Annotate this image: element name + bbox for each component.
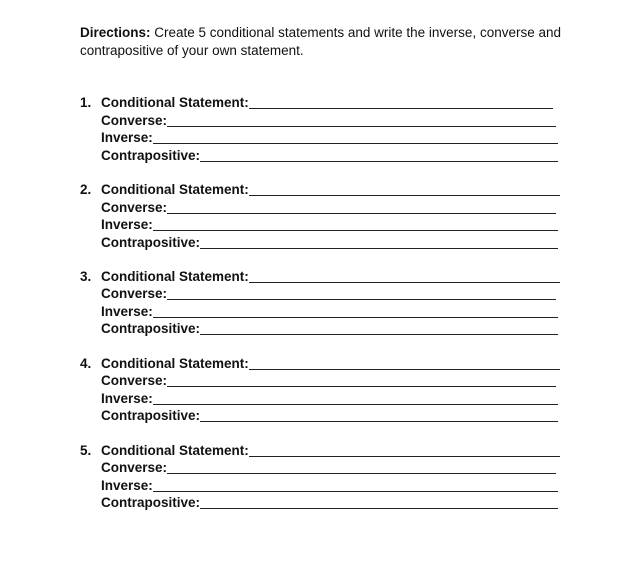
conditional-row — [101, 355, 560, 372]
converse-answer-line[interactable] — [167, 460, 556, 474]
converse-row — [101, 459, 556, 476]
contrapositive-row — [101, 407, 558, 424]
inverse-row — [101, 477, 558, 494]
inverse-label: Inverse: — [101, 217, 153, 232]
conditional-label: Conditional Statement: — [101, 268, 249, 284]
conditional-row — [101, 181, 560, 198]
converse-row — [101, 285, 556, 302]
inverse-row — [101, 129, 558, 146]
contrapositive-answer-line[interactable] — [200, 235, 558, 249]
contrapositive-label: Contrapositive: — [101, 321, 201, 336]
inverse-answer-line[interactable] — [153, 391, 558, 405]
converse-label: Converse: — [101, 286, 168, 301]
inverse-row — [101, 303, 558, 320]
inverse-label: Inverse: — [101, 303, 153, 319]
item-number: 4. — [80, 355, 92, 371]
inverse-answer-line[interactable] — [153, 217, 558, 231]
converse-answer-line[interactable] — [167, 113, 556, 127]
contrapositive-answer-line[interactable] — [200, 495, 558, 509]
conditional-answer-line[interactable] — [249, 95, 553, 109]
contrapositive-label: Contrapositive: — [101, 147, 201, 163]
conditional-row — [101, 442, 560, 459]
conditional-row — [101, 268, 560, 285]
conditional-label: Conditional Statement: — [101, 182, 249, 197]
item-number: 3. — [80, 268, 92, 284]
conditional-answer-line[interactable] — [249, 269, 560, 283]
item-number: 2. — [80, 182, 92, 197]
contrapositive-label: Contrapositive: — [101, 408, 201, 423]
converse-row — [101, 112, 556, 129]
contrapositive-answer-line[interactable] — [200, 321, 558, 335]
conditional-answer-line[interactable] — [249, 356, 560, 370]
inverse-label: Inverse: — [101, 390, 153, 406]
contrapositive-row — [101, 320, 558, 337]
inverse-row — [101, 390, 558, 407]
converse-row — [101, 199, 556, 216]
inverse-label: Inverse: — [101, 477, 153, 493]
converse-answer-line[interactable] — [167, 200, 556, 214]
contrapositive-row — [101, 494, 558, 511]
conditional-label: Conditional Statement: — [101, 442, 249, 458]
item-number: 5. — [80, 442, 92, 458]
contrapositive-row — [101, 234, 558, 251]
conditional-answer-line[interactable] — [249, 182, 560, 196]
item-number: 1. — [80, 95, 92, 110]
converse-label: Converse: — [101, 373, 168, 388]
inverse-row — [101, 216, 558, 233]
inverse-label: Inverse: — [101, 130, 153, 145]
inverse-answer-line[interactable] — [153, 304, 558, 318]
directions-label: Directions: — [80, 25, 151, 40]
contrapositive-row — [101, 147, 558, 164]
converse-answer-line[interactable] — [167, 286, 556, 300]
conditional-label: Conditional Statement: — [101, 355, 249, 371]
converse-row — [101, 372, 556, 389]
contrapositive-answer-line[interactable] — [200, 408, 558, 422]
inverse-answer-line[interactable] — [153, 478, 558, 492]
converse-label: Converse: — [101, 112, 168, 128]
inverse-answer-line[interactable] — [153, 130, 558, 144]
directions-text: Create 5 conditional statements and write the inverse, converse and contrapositive of your own statement. — [80, 25, 561, 58]
conditional-answer-line[interactable] — [249, 443, 560, 457]
converse-label: Converse: — [101, 460, 168, 475]
converse-answer-line[interactable] — [167, 373, 556, 387]
contrapositive-answer-line[interactable] — [200, 148, 558, 162]
conditional-label: Conditional Statement: — [101, 95, 249, 110]
conditional-row — [101, 94, 553, 111]
contrapositive-label: Contrapositive: — [101, 234, 201, 250]
converse-label: Converse: — [101, 199, 168, 215]
directions — [80, 24, 570, 60]
contrapositive-label: Contrapositive: — [101, 495, 201, 510]
